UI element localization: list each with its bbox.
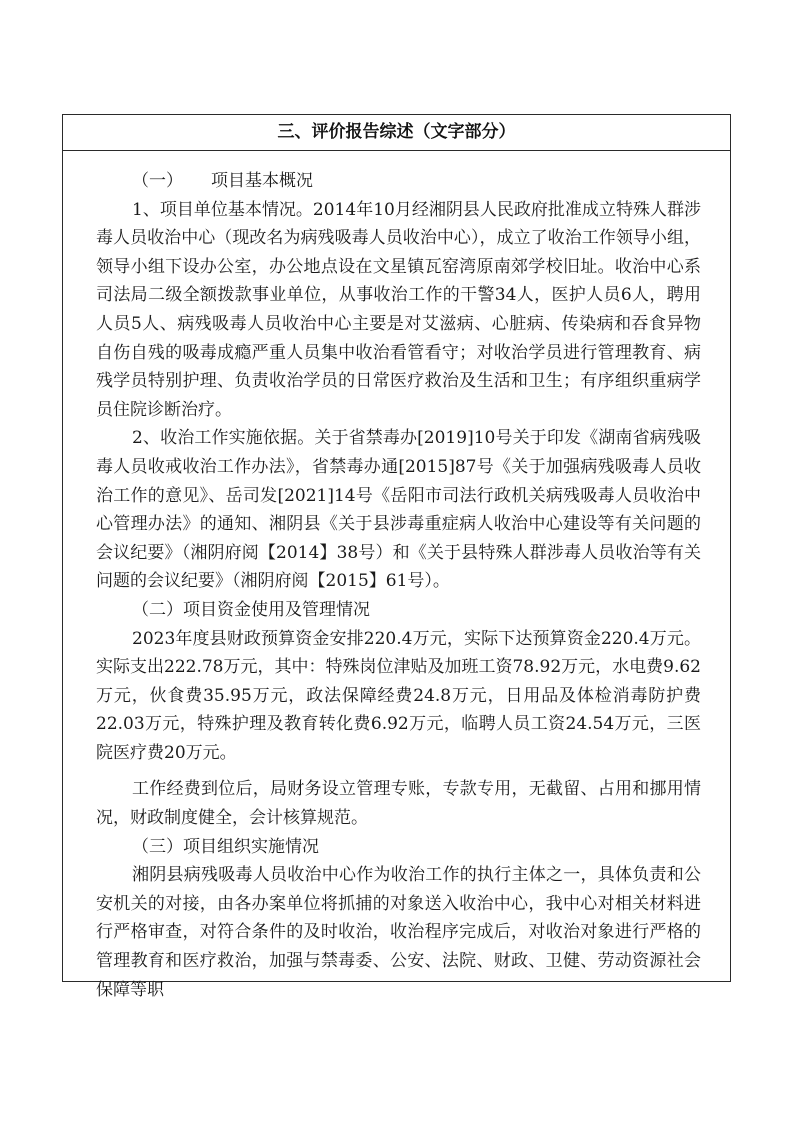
paragraph-implementation: 湘阴县病残吸毒人员收治中心作为收治工作的执行主体之一，具体负责和公安机关的对接，由各办案单位将抓捕的对象送入收治中心，我中心对相关材料进行严格审查，对符合条件的及时收治，收治程序完成后，对收治对象进行严格的管理教育和医疗救治，加强与禁毒委、公安、法院、财政、卫健、劳动资源社会保障等职 <box>96 865 701 1000</box>
paragraph-budget: 2023年度县财政预算资金安排220.4万元，实际下达预算资金220.4万元。实际支出222.78万元，其中：特殊岗位津贴及加班工资78.92万元，水电费9.62万元，伙食费35.95万元，政法保障经费24.8万元，日用品及体检消毒防护费22.03万元，特殊护理及教育转化费6.92万元，临聘人员工资24.54万元，三医院医疗费20万元。 <box>96 628 702 763</box>
heading-number: （一） <box>132 171 183 191</box>
heading-fund-usage: （二）项目资金使用及管理情况 <box>132 599 370 620</box>
section-title: 三、评价报告综述（文字部分） <box>63 115 730 151</box>
paragraph-spacer <box>96 767 701 775</box>
heading-project-overview <box>96 167 701 196</box>
heading-implementation: （三）项目组织实施情况 <box>132 836 319 857</box>
report-frame <box>62 114 731 1000</box>
paragraph-basis: 2、收治工作实施依据。关于省禁毒办[2019]10号关于印发《湖南省病残吸毒人员收戒收治工作办法》，省禁毒办通[2015]87号《关于加强病残吸毒人员收治工作的意见》、岳司发[2021]14号《岳阳市司法行政机关病残吸毒人员收治中心管理办法》的通知、湘阴县《关于县涉毒重症病人收治中心建设等有关问题的会议纪要》（湘阴府阅【2014】38号）和《关于县特殊人群涉毒人员收治等有关问题的会议纪要》（湘阴府阅【2015】61号）。 <box>96 428 701 592</box>
report-body <box>96 167 701 1004</box>
paragraph-fund-management: 工作经费到位后，局财务设立管理专账，专款专用，无截留、占用和挪用情况，财政制度健全，会计核算规范。 <box>96 779 701 829</box>
paragraph-unit-info: 1、项目单位基本情况。2014年10月经湘阴县人民政府批准成立特殊人群涉毒人员收治中心（现改名为病残吸毒人员收治中心），成立了收治工作领导小组，领导小组下设办公室，办公地点设在文星镇瓦窑湾原南郊学校旧址。收治中心系司法局二级全额拨款事业单位，从事收治工作的干警34人，医护人员6人，聘用人员5人、病残吸毒人员收治中心主要是对艾滋病、心脏病、传染病和吞食异物自伤自残的吸毒成瘾严重人员集中收治看管看守；对收治学员进行管理教育、病残学员特别护理、负责收治学员的日常医疗救治及生活和卫生；有序组织重病学员住院诊断治疗。 <box>96 199 701 420</box>
heading-text: 项目基本概况 <box>211 171 313 191</box>
